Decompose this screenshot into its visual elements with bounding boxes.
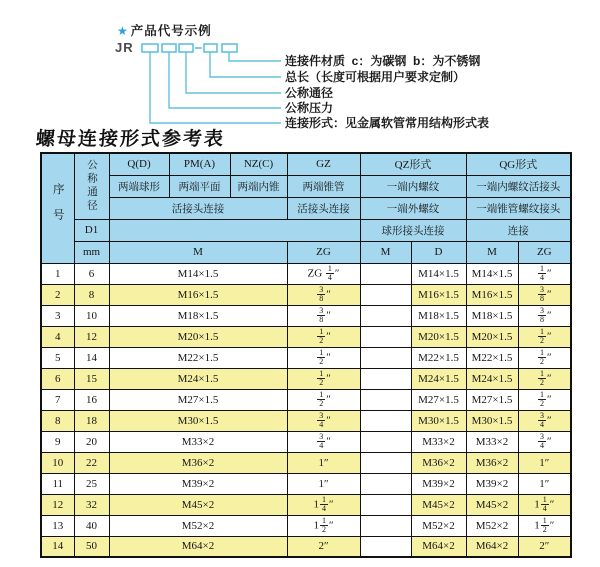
qz-d-value: M14×1.5 [411, 263, 466, 284]
header-endtype: 两端平面 [169, 175, 230, 197]
row-index: 14 [41, 536, 74, 557]
qg-zg-value: $\frac{1}{4}$ ″ [518, 263, 571, 284]
dn-value: 10 [74, 305, 109, 326]
header-group-qg: QG形式 [466, 153, 571, 175]
qg-zg-value: $\frac{1}{2}$ ″ [518, 326, 571, 347]
table-row [41, 431, 571, 452]
qz-m-value [360, 536, 411, 557]
qz-m-value [360, 431, 411, 452]
header-connection: 球形接头连接 [360, 219, 466, 241]
dn-value: 18 [74, 410, 109, 431]
gz-zg-value: 1 $\frac{1}{4}$ ″ [287, 494, 360, 515]
connector-line [186, 52, 281, 93]
qg-m-value: M39×2 [466, 473, 518, 494]
qz-m-value [360, 473, 411, 494]
header-dn: 公称通径 [74, 153, 109, 219]
table-title: 螺母连接形式参考表 [35, 129, 226, 150]
qg-zg-value: $\frac{3}{8}$ ″ [518, 305, 571, 326]
qz-d-value: M64×2 [411, 536, 466, 557]
qz-d-value: M18×1.5 [411, 305, 466, 326]
qg-zg-value: 1″ [518, 473, 571, 494]
table-row [41, 515, 571, 536]
header-d1: D1 [74, 219, 109, 241]
dn-value: 22 [74, 452, 109, 473]
header-connection: 连接 [466, 219, 571, 241]
qz-m-value [360, 347, 411, 368]
qz-d-value: M36×2 [411, 452, 466, 473]
m-thread: M27×1.5 [109, 389, 287, 410]
gz-zg-value: $\frac{3}{4}$ ″ [287, 431, 360, 452]
m-thread: M24×1.5 [109, 368, 287, 389]
m-thread: M30×1.5 [109, 410, 287, 431]
gz-zg-value: 1″ [287, 473, 360, 494]
qz-d-value: M20×1.5 [411, 326, 466, 347]
qg-zg-value: $\frac{3}{4}$ ″ [518, 410, 571, 431]
header-group-pma: PM(A) [169, 153, 230, 175]
code-box [222, 44, 237, 52]
header-group-qz: QZ形式 [360, 153, 466, 175]
qg-m-value: M64×2 [466, 536, 518, 557]
qz-m-value [360, 452, 411, 473]
header-connection: 活接头连接 [287, 197, 360, 219]
row-index: 13 [41, 515, 74, 536]
table-row [41, 347, 571, 368]
qz-m-value [360, 263, 411, 284]
qg-zg-value: $\frac{3}{4}$ ″ [518, 431, 571, 452]
qg-zg-value: 1 $\frac{1}{4}$ ″ [518, 494, 571, 515]
header-subcol-m: M [466, 241, 518, 263]
qz-d-value: M16×1.5 [411, 284, 466, 305]
qz-d-value: M33×2 [411, 431, 466, 452]
diagram-heading-text: 产品代号示例 [130, 24, 212, 38]
table-row [41, 494, 571, 515]
diagram-label: 公称压力 [285, 101, 334, 115]
code-box [162, 44, 176, 52]
row-index: 2 [41, 284, 74, 305]
dn-value: 8 [74, 284, 109, 305]
dn-value: 20 [74, 431, 109, 452]
row-index: 6 [41, 368, 74, 389]
header-endtype: 一端内螺纹 [360, 175, 466, 197]
row-index: 12 [41, 494, 74, 515]
qg-m-value: M36×2 [466, 452, 518, 473]
header-connection: 一端锥管螺纹接头 [466, 197, 571, 219]
header-row-endtypes [41, 175, 571, 197]
qg-m-value: M27×1.5 [466, 389, 518, 410]
header-subcol-zg: ZG [518, 241, 571, 263]
qz-d-value: M24×1.5 [411, 368, 466, 389]
dn-value: 50 [74, 536, 109, 557]
qg-m-value: M22×1.5 [466, 347, 518, 368]
table-row [41, 389, 571, 410]
row-index: 1 [41, 263, 74, 284]
header-subcol-m: M [360, 241, 411, 263]
gz-zg-value: $\frac{3}{8}$ ″ [287, 305, 360, 326]
m-thread: M52×2 [109, 515, 287, 536]
qz-d-value: M22×1.5 [411, 347, 466, 368]
diagram-label: 总长（长度可根据用户要求定制） [285, 70, 466, 84]
table-row [41, 284, 571, 305]
qg-m-value: M33×2 [466, 431, 518, 452]
qg-zg-value: $\frac{1}{2}$ ″ [518, 347, 571, 368]
dn-value: 6 [74, 263, 109, 284]
header-subcol-d: D [411, 241, 466, 263]
m-thread: M64×2 [109, 536, 287, 557]
m-thread: M18×1.5 [109, 305, 287, 326]
code-box [142, 44, 158, 52]
header-endtype: 两端锥管 [287, 175, 360, 197]
table-row [41, 410, 571, 431]
gz-zg-value: $\frac{3}{4}$ ″ [287, 410, 360, 431]
qg-m-value: M16×1.5 [466, 284, 518, 305]
dn-value: 14 [74, 347, 109, 368]
gz-zg-value: $\frac{1}{2}$ ″ [287, 389, 360, 410]
qg-m-value: M18×1.5 [466, 305, 518, 326]
gz-zg-value: 2″ [287, 536, 360, 557]
m-thread: M33×2 [109, 431, 287, 452]
qg-m-value: M14×1.5 [466, 263, 518, 284]
gz-zg-value: 1 $\frac{1}{2}$ ″ [287, 515, 360, 536]
qz-d-value: M52×2 [411, 515, 466, 536]
qg-zg-value: 1 $\frac{1}{2}$ ″ [518, 515, 571, 536]
qg-zg-value: 1″ [518, 452, 571, 473]
dn-value: 16 [74, 389, 109, 410]
row-index: 9 [41, 431, 74, 452]
diagram-label: 连接件材质 c：为碳钢 b：为不锈钢 [285, 54, 481, 68]
connector-line [210, 52, 281, 77]
row-index: 3 [41, 305, 74, 326]
qz-m-value [360, 494, 411, 515]
row-index: 7 [41, 389, 74, 410]
qg-m-value: M52×2 [466, 515, 518, 536]
gz-zg-value: $\frac{3}{8}$ ″ [287, 284, 360, 305]
qg-m-value: M30×1.5 [466, 410, 518, 431]
qz-m-value [360, 515, 411, 536]
gz-zg-value: $\frac{1}{2}$ ″ [287, 326, 360, 347]
row-index: 11 [41, 473, 74, 494]
header-row-connection [41, 197, 571, 219]
m-thread: M16×1.5 [109, 284, 287, 305]
header-connection: 一端外螺纹 [360, 197, 466, 219]
code-prefix: JR [115, 40, 134, 55]
header-endtype: 一端内螺纹活接头 [466, 175, 571, 197]
header-endtype: 两端球形 [109, 175, 169, 197]
m-thread: M39×2 [109, 473, 287, 494]
star-icon: ★ [117, 24, 129, 38]
dn-value: 32 [74, 494, 109, 515]
qz-m-value [360, 368, 411, 389]
table-row [41, 452, 571, 473]
qg-zg-value: $\frac{1}{2}$ ″ [518, 389, 571, 410]
qz-m-value [360, 284, 411, 305]
row-index: 8 [41, 410, 74, 431]
m-thread: M45×2 [109, 494, 287, 515]
m-thread: M20×1.5 [109, 326, 287, 347]
dn-value: 15 [74, 368, 109, 389]
qz-m-value [360, 326, 411, 347]
qz-d-value: M39×2 [411, 473, 466, 494]
header-seq: 序号 [41, 153, 74, 263]
code-box [179, 44, 193, 52]
table-row [41, 326, 571, 347]
connector-line [229, 52, 281, 61]
header-subcol-zg: ZG [287, 241, 360, 263]
table-header [41, 153, 571, 263]
m-thread: M14×1.5 [109, 263, 287, 284]
header-endtype: 两端内锥 [230, 175, 287, 197]
qz-d-value: M45×2 [411, 494, 466, 515]
qz-d-value: M30×1.5 [411, 410, 466, 431]
gz-zg-value: 1″ [287, 452, 360, 473]
header-row-subcols [41, 241, 571, 263]
table-row [41, 368, 571, 389]
table-body [41, 263, 571, 557]
header-row-groups [41, 153, 571, 175]
qg-m-value: M20×1.5 [466, 326, 518, 347]
qz-m-value [360, 389, 411, 410]
header-unit: mm [74, 241, 109, 263]
m-thread: M36×2 [109, 452, 287, 473]
table-row [41, 305, 571, 326]
row-index: 5 [41, 347, 74, 368]
qg-m-value: M45×2 [466, 494, 518, 515]
qz-d-value: M27×1.5 [411, 389, 466, 410]
table-row [41, 536, 571, 557]
qz-m-value [360, 410, 411, 431]
header-group-qd: Q(D) [109, 153, 169, 175]
header-blank [109, 219, 360, 241]
dn-value: 40 [74, 515, 109, 536]
qg-zg-value: 2″ [518, 536, 571, 557]
header-row-d1 [41, 219, 571, 241]
qz-m-value [360, 305, 411, 326]
row-index: 4 [41, 326, 74, 347]
dn-value: 25 [74, 473, 109, 494]
gz-zg-value: $\frac{1}{2}$ ″ [287, 368, 360, 389]
code-box [204, 44, 217, 52]
row-index: 10 [41, 452, 74, 473]
diagram-label: 公称通径 [285, 86, 334, 100]
gz-zg-value: $\frac{1}{2}$ ″ [287, 347, 360, 368]
table-row [41, 473, 571, 494]
gz-zg-value: ZG $\frac{1}{4}$ ″ [287, 263, 360, 284]
header-connection: 活接头连接 [109, 197, 287, 219]
qg-zg-value: $\frac{1}{2}$ ″ [518, 368, 571, 389]
diagram-label: 连接形式：见金属软管常用结构形式表 [285, 116, 490, 130]
qg-zg-value: $\frac{3}{8}$ ″ [518, 284, 571, 305]
header-subcol-m: M [109, 241, 287, 263]
header-group-gz: GZ [287, 153, 360, 175]
m-thread: M22×1.5 [109, 347, 287, 368]
qg-m-value: M24×1.5 [466, 368, 518, 389]
table-row [41, 263, 571, 284]
nut-connection-reference-table [40, 152, 572, 558]
dn-value: 12 [74, 326, 109, 347]
header-group-nzc: NZ(C) [230, 153, 287, 175]
